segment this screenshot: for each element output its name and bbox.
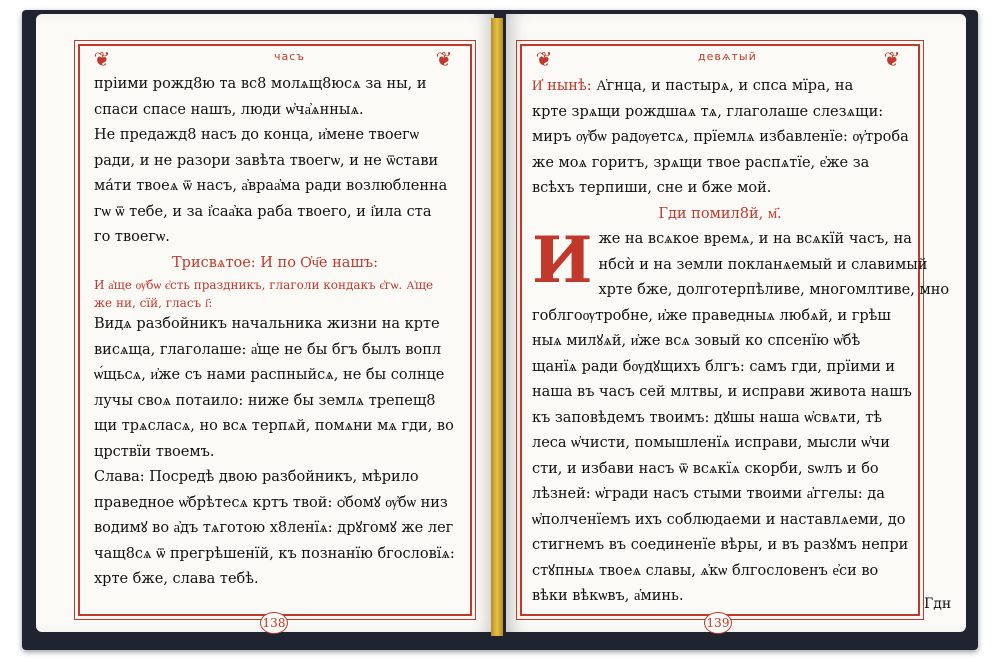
text-line: водимꙋ во а҆дъ тѧготою х8ленїѧ: дрꙋгомꙋ же лег: [94, 520, 454, 536]
text-line: спаси спасе нашъ, люди ѡ҆ча҆ѧнныѧ.: [94, 101, 364, 118]
dropcap-initial: И: [532, 223, 593, 298]
text-line: наша въ часъ сей млтвы, и исправи живота нашъ: [532, 384, 912, 400]
text-line: ѡ҆полченїемъ ихъ соблюдаеми и наставлѧеми, до: [532, 511, 906, 528]
rubric-line: же ни, сїй, гласъ і҃:: [94, 296, 213, 310]
text-line: го твоегѡ.: [94, 229, 170, 245]
right-page: [506, 14, 966, 632]
text-line: вѣки вѣкѡвъ, а҆минь.: [532, 588, 684, 604]
ornament-corner-icon: ❦: [435, 47, 453, 71]
rubric-line: Гди помил8й, м҃.: [658, 205, 782, 222]
text-line: висѧща, глаголаше: а҆ще не бы бгъ былъ вопл: [94, 341, 442, 358]
left-page: [36, 14, 494, 632]
rubric-line: Трисвѧтое: И по Ѻ҆ч҃е нашъ:: [172, 254, 378, 271]
text-line: нбсѝ и на земли покланѧемый и славимый: [598, 256, 928, 273]
text-line: же моѧ горитъ, зрѧщи твое распѧтїе, е҆же за: [532, 154, 870, 171]
text-line: гѡ ѿ тебе, и за і҆саа҆ка раба твоего, и і҆ила ста: [94, 203, 432, 220]
text-line: лучы своѧ потаило: ниже бы землѧ трепещ8: [94, 392, 436, 409]
text-line: Видѧ разбойникъ начальника жизни на крте: [94, 316, 440, 332]
text-line: хрте бже, слава тебѣ.: [94, 571, 259, 587]
text-line: сти, и избави насъ ѿ всѧкїѧ скорби, ѕѡлъ и бо: [532, 460, 879, 477]
text-line: всѣхъ терпиши, сне и бже мой.: [532, 180, 772, 196]
text-line: крте зрѧщи рождшаѧ тѧ, глаголаше слезѧщи:: [532, 103, 884, 120]
rubric-line: И а҆ще ѹ҆бѡ є҆сть праздникъ, глаголи кондакъ є҆гѡ. А҆ще: [94, 278, 434, 292]
text-line: праведное ѡ҆брѣтесѧ кртъ твой: ѻ҆бомꙋ ѹ҆бѡ низ: [94, 494, 448, 511]
ornament-corner-icon: ❦: [93, 47, 111, 71]
text-line: Слава: Посредѣ двою разбойникъ, мѣрило: [94, 469, 419, 485]
text-line: лѣзней: ѡ҆гради насъ стыми твоими а҆ггелы: да: [532, 486, 885, 502]
text-line: Не предажд8 насъ до конца, и҆мене твоегѡ: [94, 127, 419, 143]
rubric-intro: И҆ нынѣ:: [532, 78, 592, 94]
text-line: миръ ѹ҆бѡ радѹетсѧ, прїемлѧ избавленїе: ѹ҆троба: [532, 129, 909, 145]
text-line: ради, и не разори завѣта твоегѡ, и не ѿстави: [94, 152, 439, 169]
page-number: 139: [704, 612, 732, 634]
text-line: щи трѧсласѧ, но всѧ терпѧй, помѧни мѧ гди, во: [94, 418, 454, 434]
catchword: Гдн: [924, 596, 952, 612]
running-head: часъ: [274, 50, 306, 63]
line-text: А҆гнца, и пастырѧ, и спса мїра, на: [596, 78, 854, 94]
text-line: ма́ти твоеѧ ѿ насъ, а҆враа҆ма ради возлюбленна: [94, 178, 448, 194]
text-line: ныѧ милꙋѧй, и҆же всѧ зовый ко спсенїю ѡ҆бѣ: [532, 333, 861, 349]
text-line: гоблгоѹтробне, и҆же праведныѧ любѧй, и грѣш: [532, 307, 891, 324]
text-line: ѡ́щьсѧ, и҆же съ нами распныйсѧ, не бы солнце: [94, 367, 445, 383]
text-line: чащ8сѧ ѿ прегрѣшенїй, къ познанїю бгословїѧ:: [94, 545, 455, 562]
left-page-text: [94, 72, 456, 593]
ornament-corner-icon: ❦: [883, 47, 901, 71]
text-line: пріими рожд8ю та вс8 молѧщ8юсѧ за ны, и: [94, 76, 427, 92]
text-line: хрте бже, долготерпѣливе, многомлтиве, мно: [598, 282, 950, 298]
text-line: леса ѡ҆чисти, помышленїѧ исправи, мысли ѡ҆чи: [532, 435, 890, 451]
page-number: 138: [260, 612, 288, 634]
running-head: девѧтый: [698, 50, 757, 63]
bookmark-ribbon[interactable]: [491, 18, 503, 636]
ornament-corner-icon: ❦: [535, 47, 553, 71]
text-line: же на всѧкое времѧ, и на всѧкїй часъ, на: [598, 231, 912, 247]
text-line: стигнемъ въ соединенїе вѣры, и въ разꙋмъ непри: [532, 537, 909, 553]
text-line: къ заповѣдемъ твоимъ: дꙋшы наша ѡ҆свѧти, тѣ: [532, 409, 883, 426]
text-line: стꙋпныѧ твоеѧ славы, ѧ҆кѡ блгословенъ е҆си во: [532, 562, 879, 579]
text-line: щанїѧ ради бѹдꙋщихъ блгъ: самъ гди, прїими и: [532, 358, 896, 375]
text-line: црствїи твоемъ.: [94, 443, 215, 460]
text-line: [532, 74, 908, 100]
